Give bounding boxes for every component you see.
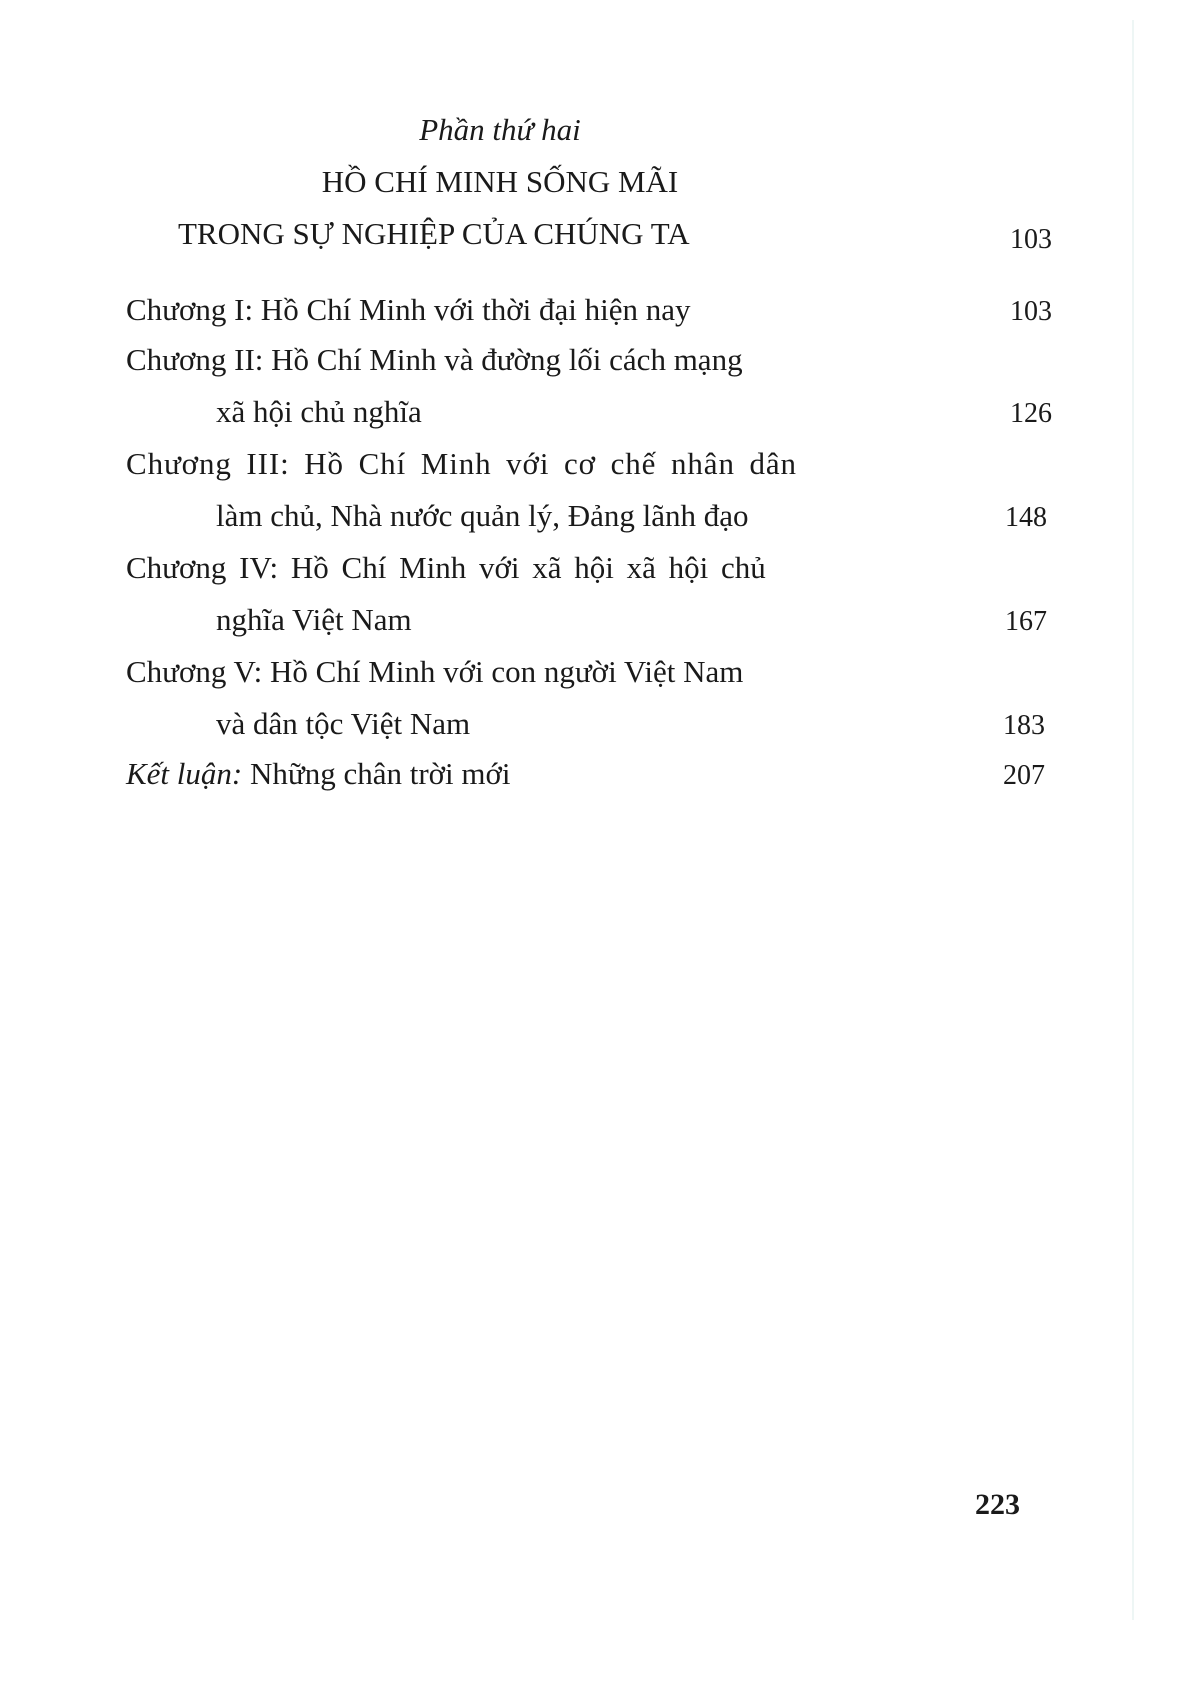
toc-entry-conclusion-page: 207 [1003, 760, 1045, 791]
toc-entry-3-line1: Chương III: Hồ Chí Minh với cơ chế nhân dân [126, 446, 797, 481]
conclusion-title: Những chân trời mới [242, 756, 511, 791]
toc-entry-2-page: 126 [1010, 398, 1052, 429]
part-label: Phần thứ hai [419, 112, 581, 147]
toc-entry-4-line1: Chương IV: Hồ Chí Minh với xã hội xã hội chủ [126, 550, 766, 585]
toc-entry-conclusion [126, 756, 511, 792]
page-number: 223 [975, 1488, 1020, 1521]
part-page-number: 103 [1010, 224, 1052, 255]
toc-entry-1-page: 103 [1010, 296, 1052, 327]
toc-entry-5-line2: và dân tộc Việt Nam [216, 706, 471, 741]
toc-entry-3-page: 148 [1005, 502, 1047, 533]
toc-entry-5-line1: Chương V: Hồ Chí Minh với con người Việt Nam [126, 654, 744, 689]
toc-entry-1-line1: Chương I: Hồ Chí Minh với thời đại hiện nay [126, 292, 691, 327]
part-title-line2: TRONG SỰ NGHIỆP CỦA CHÚNG TA [178, 216, 690, 251]
part-title-line1: HỒ CHÍ MINH SỐNG MÃI [321, 164, 679, 199]
toc-entry-4-line2: nghĩa Việt Nam [216, 602, 412, 637]
page-edge [1132, 20, 1134, 1620]
toc-entry-5-page: 183 [1003, 710, 1045, 741]
toc-entry-4-page: 167 [1005, 606, 1047, 637]
toc-entry-2-line2: xã hội chủ nghĩa [216, 394, 422, 429]
toc-entry-2-line1: Chương II: Hồ Chí Minh và đường lối cách mạng [126, 342, 743, 377]
toc-entry-3-line2: làm chủ, Nhà nước quản lý, Đảng lãnh đạo [216, 498, 749, 533]
conclusion-prefix: Kết luận: [126, 756, 243, 791]
